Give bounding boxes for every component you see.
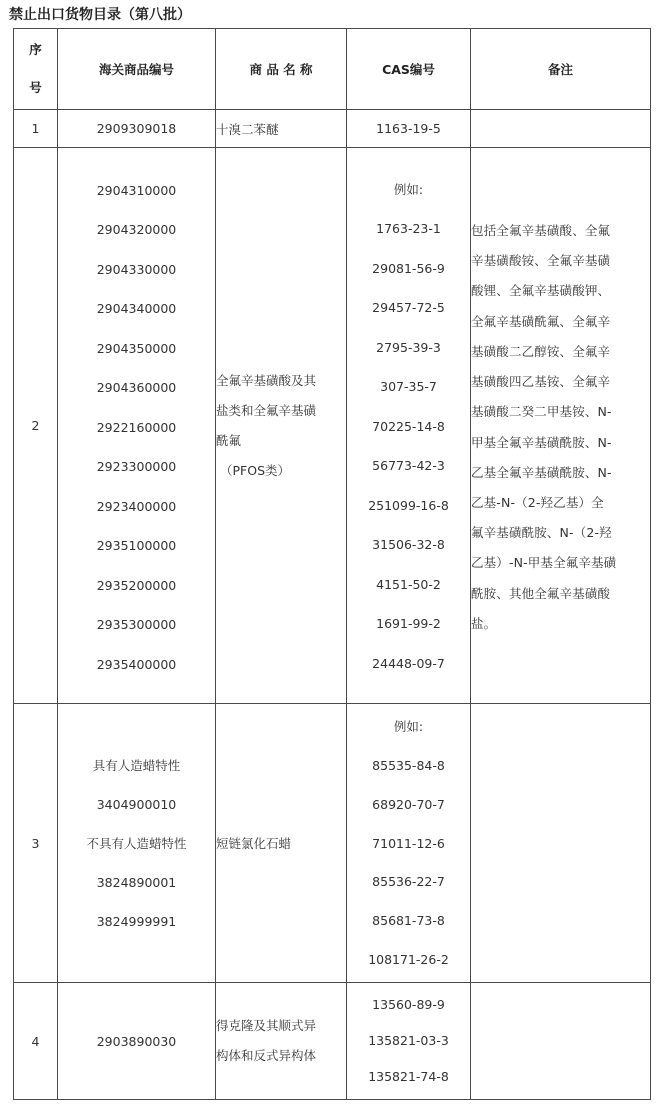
hs-code-cell-line: 2904340000 xyxy=(96,301,177,317)
name-cell-line: 短链氯化石蜡 xyxy=(216,836,292,851)
cas-cell-line: 85535-84-8 xyxy=(372,758,445,773)
name-cell-line: 构体和反式异构体 xyxy=(216,1048,317,1063)
hs-code-cell-line: 2935200000 xyxy=(96,577,177,593)
cas-cell-line: 31506-32-8 xyxy=(372,537,445,553)
hs-code-cell-line: 2904350000 xyxy=(96,340,177,356)
header-name: 商 品 名 称 xyxy=(216,29,347,110)
name-cell-line: 盐类和全氟辛基磺 xyxy=(216,402,317,418)
hs-code-cell-line: 2935300000 xyxy=(96,617,177,633)
cas-cell-line: 29457-72-5 xyxy=(372,300,445,316)
table-row xyxy=(14,983,651,1100)
hs-code-cell-line: 2935100000 xyxy=(96,538,177,554)
note-cell xyxy=(471,110,651,148)
prohibited-export-catalog-table xyxy=(13,28,651,1100)
hs-code-cell-line: 2904310000 xyxy=(96,182,177,198)
cas-cell-line: 4151-50-2 xyxy=(376,576,441,592)
hs-code-cell-line: 2923300000 xyxy=(96,459,177,475)
hs-code-cell-line: 2903890030 xyxy=(96,1033,177,1049)
name-cell xyxy=(216,704,347,983)
note-cell-line: 全氟辛基磺酰氟、全氟辛 xyxy=(471,313,611,329)
cas-cell-line: 68920-70-7 xyxy=(372,796,445,812)
cas-cell-line: 24448-09-7 xyxy=(372,655,445,671)
hs-code-cell-line: 具有人造蜡特性 xyxy=(92,757,181,773)
cas-cell-line: 71011-12-6 xyxy=(372,835,445,851)
hs-code-cell-line: 2904360000 xyxy=(96,380,177,396)
cas-cell-line: 1691-99-2 xyxy=(376,616,441,632)
cas-cell-line: 1763-23-1 xyxy=(376,221,441,237)
hs-code-cell-line: 2922160000 xyxy=(96,419,177,435)
seq-cell: 3 xyxy=(14,704,58,983)
header-row xyxy=(14,29,651,110)
cas-cell-line: 2795-39-3 xyxy=(376,339,441,355)
name-cell-line: 得克隆及其顺式异 xyxy=(216,1018,317,1033)
cas-cell-line: 例如: xyxy=(393,181,424,197)
name-cell xyxy=(216,110,347,148)
hs-code-cell-line: 2935400000 xyxy=(96,656,177,672)
note-cell-line: 盐。 xyxy=(471,615,497,631)
note-cell-line: 基磺酸二乙醇铵、全氟辛 xyxy=(471,343,611,359)
header-seq: 序 号 xyxy=(14,29,58,110)
note-cell-line: 乙基全氟辛基磺酰胺、N- xyxy=(471,464,612,480)
cas-cell-line: 135821-03-3 xyxy=(368,1033,449,1048)
note-cell-line: 乙基-N-（2-羟乙基）全 xyxy=(471,494,604,510)
cas-cell-line: 56773-42-3 xyxy=(372,458,445,474)
cas-cell xyxy=(347,110,471,148)
cas-cell-line: 13560-89-9 xyxy=(372,997,445,1012)
table-row xyxy=(14,704,651,983)
cas-cell-line: 1163-19-5 xyxy=(376,121,441,136)
name-cell-line: 十溴二苯醚 xyxy=(216,121,279,137)
seq-cell: 1 xyxy=(14,110,58,148)
cas-cell-line: 135821-74-8 xyxy=(368,1069,449,1084)
hs-code-cell-line: 3824999991 xyxy=(96,913,177,929)
cas-cell-line: 85536-22-7 xyxy=(372,874,445,890)
cas-cell-line: 85681-73-8 xyxy=(372,913,445,929)
cas-cell xyxy=(347,148,471,704)
cas-cell-line: 307-35-7 xyxy=(380,379,437,395)
hs-code-cell-line: 2923400000 xyxy=(96,498,177,514)
name-cell xyxy=(216,983,347,1100)
hs-code-cell-line: 3824890001 xyxy=(96,874,177,890)
table-row xyxy=(14,110,651,148)
name-cell-line: （PFOS类） xyxy=(220,462,291,478)
note-cell xyxy=(471,148,651,704)
header-cas: CAS编号 xyxy=(347,29,471,110)
hs-code-cell xyxy=(58,110,216,148)
note-cell-line: 甲基全氟辛基磺酰胺、N- xyxy=(471,434,612,450)
cas-cell-line: 例如: xyxy=(393,719,424,735)
note-cell-line: 酰胺、其他全氟辛基磺酸 xyxy=(471,585,611,601)
note-cell-line: 辛基磺酸铵、全氟辛基磺 xyxy=(471,253,611,269)
seq-cell: 2 xyxy=(14,148,58,704)
cas-cell-line: 251099-16-8 xyxy=(368,497,449,513)
hs-code-cell xyxy=(58,148,216,704)
cas-cell xyxy=(347,704,471,983)
note-cell-line: 氟辛基磺酰胺、N-（2-羟 xyxy=(471,525,612,541)
header-hs-code: 海关商品编号 xyxy=(58,29,216,110)
hs-code-cell-line: 2904330000 xyxy=(96,261,177,277)
cas-cell xyxy=(347,983,471,1100)
hs-code-cell-line: 2909309018 xyxy=(96,121,177,136)
note-cell-line: 包括全氟辛基磺酸、全氟 xyxy=(471,223,611,239)
cas-cell-line: 108171-26-2 xyxy=(368,951,449,967)
cas-cell-line: 70225-14-8 xyxy=(372,418,445,434)
note-cell-line: 基磺酸二癸二甲基铵、N- xyxy=(471,404,612,420)
name-cell-line: 酰氟 xyxy=(216,432,242,448)
hs-code-cell xyxy=(58,983,216,1100)
hs-code-cell-line: 不具有人造蜡特性 xyxy=(86,835,187,851)
note-cell-line: 乙基）-N-甲基全氟辛基磺 xyxy=(471,555,617,571)
hs-code-cell-line: 2904320000 xyxy=(96,222,177,238)
document-title: 禁止出口货物目录（第八批） xyxy=(9,7,191,23)
name-cell xyxy=(216,148,347,704)
seq-cell: 4 xyxy=(14,983,58,1100)
note-cell xyxy=(471,704,651,983)
note-cell-line: 基磺酸四乙基铵、全氟辛 xyxy=(471,374,611,390)
name-cell-line: 全氟辛基磺酸及其 xyxy=(216,372,317,388)
cas-cell-line: 29081-56-9 xyxy=(372,260,445,276)
note-cell xyxy=(471,983,651,1100)
note-cell-line: 酸锂、全氟辛基磺酸钾、 xyxy=(471,283,611,299)
hs-code-cell-line: 3404900010 xyxy=(96,796,177,812)
table-row xyxy=(14,148,651,704)
hs-code-cell xyxy=(58,704,216,983)
header-note: 备注 xyxy=(471,29,651,110)
